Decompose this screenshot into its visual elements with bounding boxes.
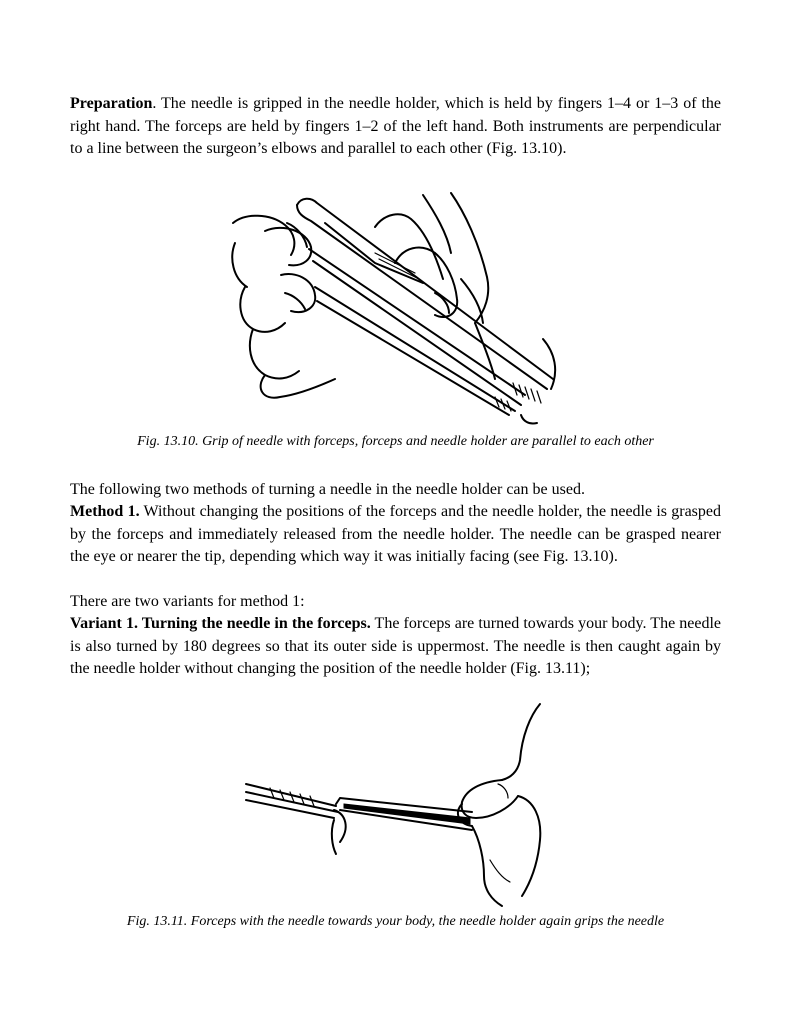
preparation-text: . The needle is gripped in the needle holder, which is held by fingers 1–4 or 1–3 of the right hand. The forceps are held by fingers 1–2 of the left hand. Both instruments are perpendicular to a line between the surgeon’s elbows and parallel to each other (Fig. 13.10). xyxy=(70,95,721,157)
preparation-paragraph xyxy=(70,93,721,161)
preparation-heading: Preparation xyxy=(70,95,153,112)
needle-turned-forceps-drawing xyxy=(240,700,560,910)
intro-paragraph xyxy=(70,479,721,502)
variants-intro-paragraph xyxy=(70,591,721,614)
intro-text: The following two methods of turning a needle in the needle holder can be used. xyxy=(70,481,585,498)
forceps-needle-holder-drawing xyxy=(225,183,565,428)
method-1-heading: Method 1. xyxy=(70,503,140,520)
figure-13-11-caption: Fig. 13.11. Forceps with the needle towards your body, the needle holder again grips the needle xyxy=(126,914,665,929)
variant-1-paragraph xyxy=(70,613,721,681)
figure-13-10-illustration xyxy=(225,183,565,428)
variant-1-heading: Variant 1. Turning the needle in the forceps. xyxy=(70,615,371,632)
figure-13-10-caption: Fig. 13.10. Grip of needle with forceps, forceps and needle holder are parallel to each other xyxy=(137,434,654,449)
variant-1-text: The forceps are turned towards your body. The needle is also turned by 180 degrees so that its outer side is uppermost. The needle is then caught again by the needle holder without changing the position of the needle holder (Fig. 13.11); xyxy=(70,615,722,677)
method-1-text: Without changing the positions of the forceps and the needle holder, the needle is grasped by the forceps and immediately released from the needle holder. The needle can be grasped nearer the eye or nearer the tip, depending which way it was initially facing (see Fig. 13.10). xyxy=(70,503,722,565)
variants-intro-text: There are two variants for method 1: xyxy=(70,593,305,610)
method-1-paragraph xyxy=(70,501,721,569)
figure-13-11-illustration xyxy=(240,700,560,910)
